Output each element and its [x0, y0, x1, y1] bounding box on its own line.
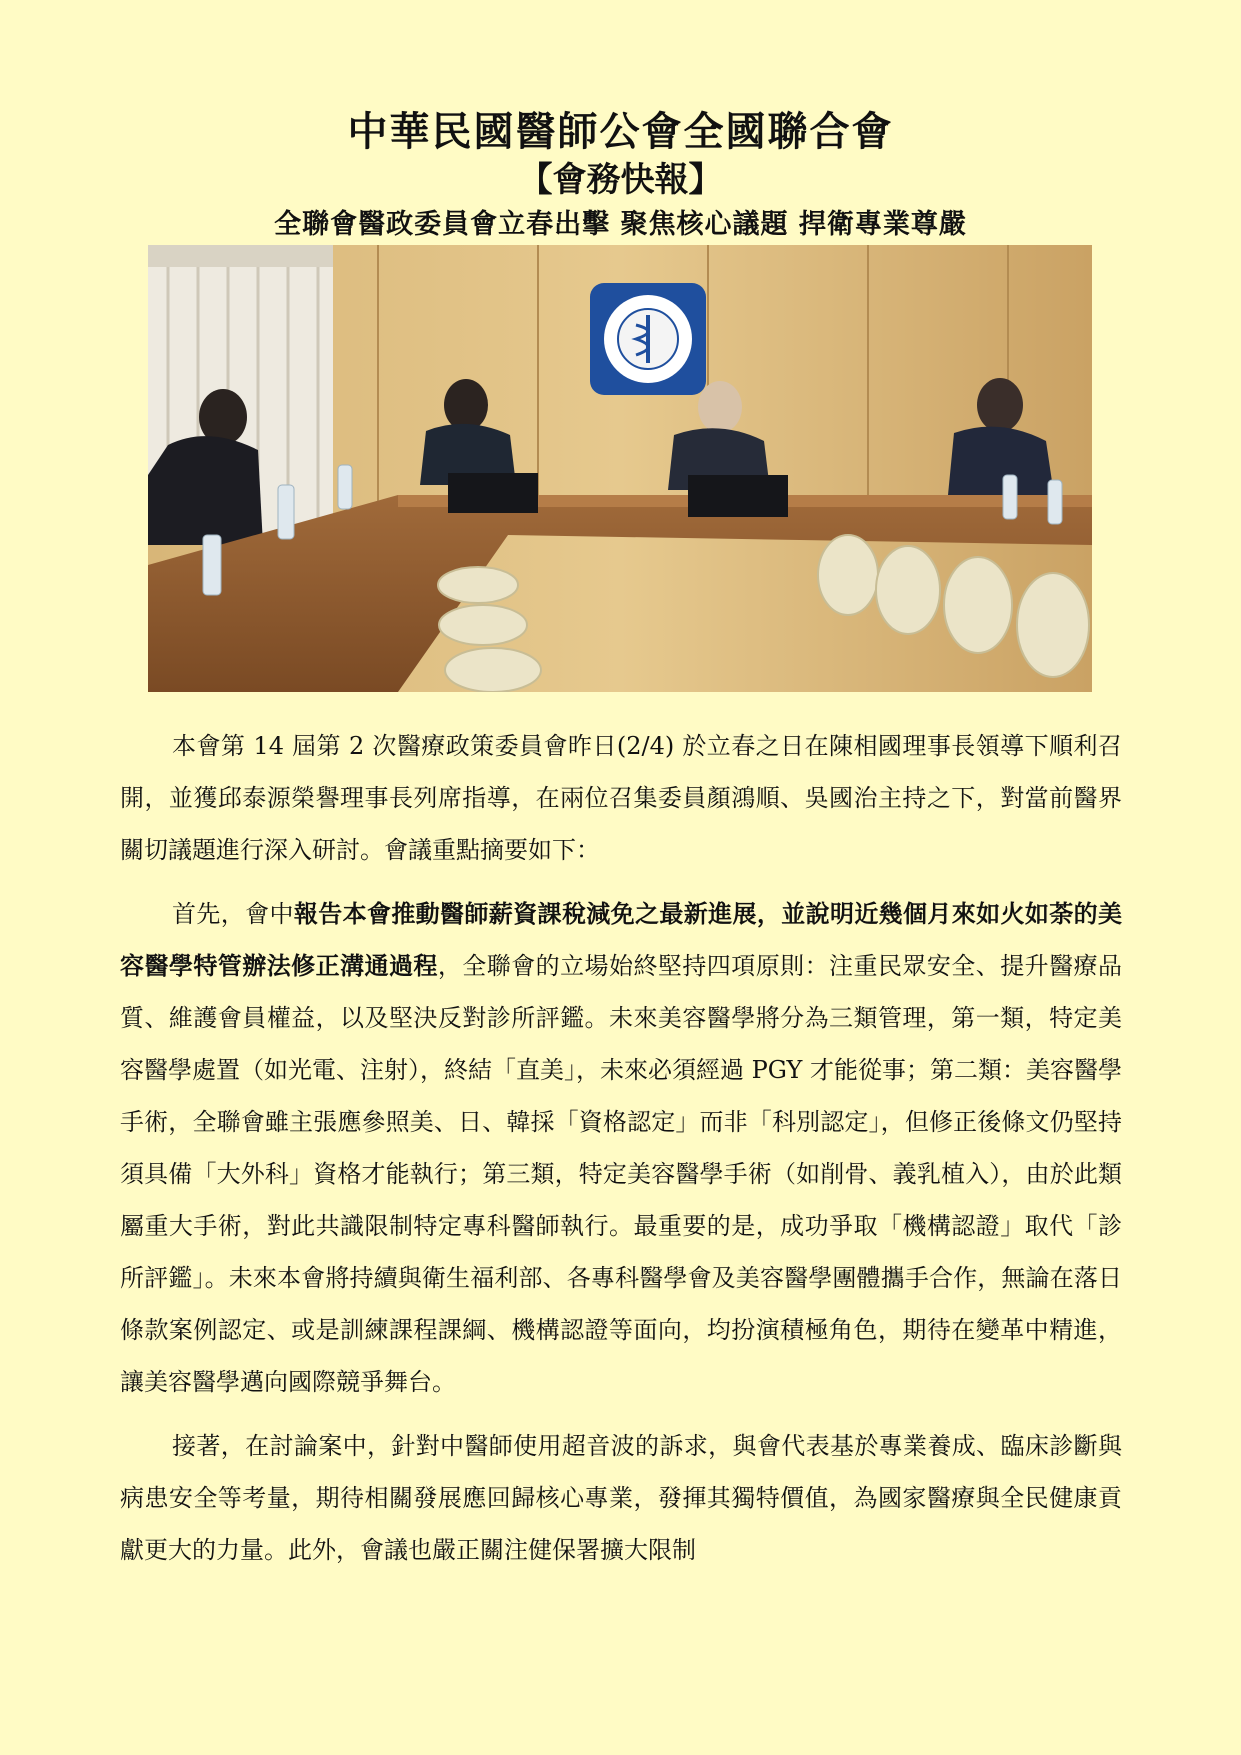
- article-paragraph-1: 本會第 14 屆第 2 次醫療政策委員會昨日(2/4) 於立春之日在陳相國理事長領導下順利召開，並獲邱泰源榮譽理事長列席指導，在兩位召集委員顏鴻順、吳國治主持之下，對當前醫界關切議題進行深入研討。會議重點摘要如下：: [120, 732, 1122, 864]
- meeting-photo: [148, 245, 1092, 692]
- headline: 全聯會醫政委員會立春出擊 聚焦核心議題 捍衛專業尊嚴: [274, 209, 967, 240]
- paragraph-2-highlight: 報告本會推動醫師薪資課稅減免之最新進展，並說明近幾個月來如火如荼的美容醫學特管辦法修正溝通過程: [120, 899, 1122, 980]
- article-paragraph-2: [120, 888, 1122, 1408]
- article-paragraph-3: 接著，在討論案中，針對中醫師使用超音波的訴求，與會代表基於專業養成、臨床診斷與病患安全等考量，期待相關發展應回歸核心專業，發揮其獨特價值，為國家醫療與全民健康貢獻更大的力量。此外，會議也嚴正關注健保署擴大限制: [120, 1432, 1122, 1564]
- paragraph-2-lead: 首先，會中: [172, 900, 294, 928]
- paragraph-2-rest: ，全聯會的立場始終堅持四項原則：注重民眾安全、提升醫療品質、維護會員權益，以及堅決反對診所評鑑。未來美容醫學將分為三類管理，第一類，特定美容醫學處置（如光電、注射），終結「直美」，未來必須經過 PGY 才能從事；第二類：美容醫學手術，全聯會雖主張應參照美、日、韓採「資格認定」而非「科別認定」，但修正後條文仍堅持須具備「大外科」資格才能執行；第三類，特定美容醫學手術（如削骨、義乳植入），由於此類屬重大手術，對此共識限制特定專科醫師執行。最重要的是，成功爭取「機構認證」取代「診所評鑑」。未來本會將持續與衛生福利部、各專科醫學會及美容醫學團體攜手合作，無論在落日條款案例認定、或是訓練課程課綱、機構認證等面向，均扮演積極角色，期待在變革中精進，讓美容醫學邁向國際競爭舞台。: [120, 952, 1123, 1396]
- article-body: [120, 720, 1122, 1588]
- association-emblem: [590, 283, 706, 395]
- org-title: 中華民國醫師公會全國聯合會: [347, 108, 894, 155]
- section-title: 【會務快報】: [518, 160, 723, 200]
